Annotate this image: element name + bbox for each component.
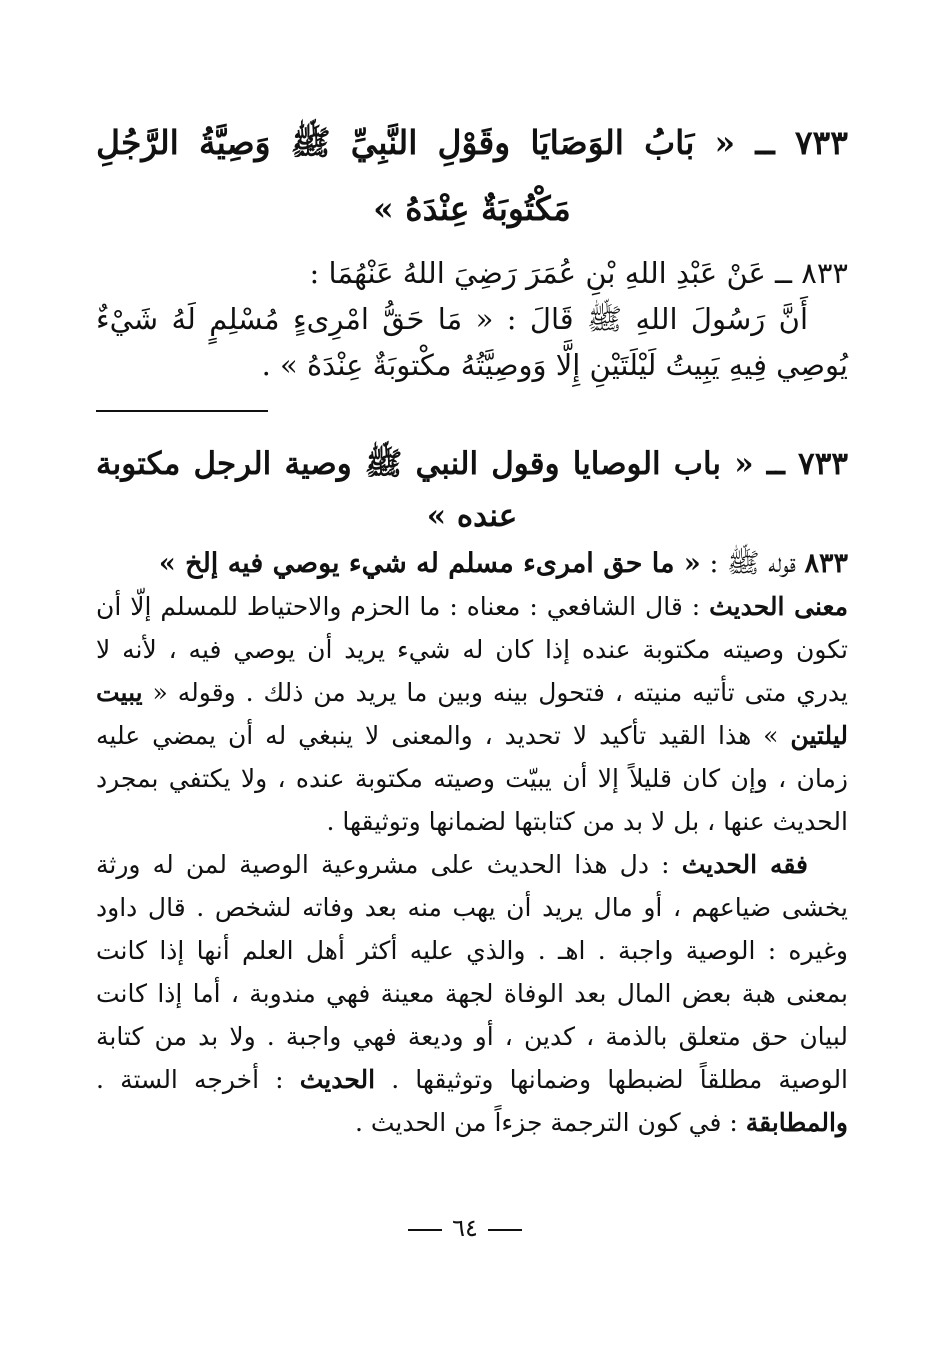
takhrij-text: : أخرجه الستة . — [96, 1065, 284, 1094]
commentary-lead-quote: « ما حق امرىء مسلم له شيء يوصي فيه إلخ » — [158, 548, 701, 579]
fiqh-paragraph — [96, 843, 848, 1144]
meaning-paragraph — [96, 585, 848, 843]
section-divider — [96, 410, 268, 412]
footer-dash-left — [408, 1229, 442, 1231]
chapter-title-vocalized: ٧٣٣ ــ « بَابُ الوَصَايَا وقَوْلِ النَّبِيِّ ﷺ وَصِيَّةُ الرَّجُلِ مَكْتُوبَةٌ عِنْدَهُ » — [96, 123, 848, 228]
page-number: ٦٤ — [452, 1214, 478, 1242]
hadith-block — [96, 250, 848, 388]
commentary-hadith-number: ٨٣٣ — [804, 548, 848, 579]
fiqh-label: فقه الحديث — [681, 850, 808, 879]
commentary-lead — [96, 542, 848, 585]
hadith-isnad: ٨٣٣ ــ عَنْ عَبْدِ اللهِ بْنِ عُمَرَ رَضِيَ اللهُ عَنْهُمَا : — [309, 256, 848, 290]
meaning-text-1: : قال الشافعي : معناه : ما الحزم والاحتياط للمسلم إلّا أن تكون وصيته مكتوبة عنده إذا كان له شيء يريد أن يوصي فيه ، لأنه لا يدري متى تأتيه منيته ، فتحول بينه وبين ما يريد من ذلك . وقوله « — [96, 592, 848, 707]
hadith-matn: أَنَّ رَسُولَ اللهِ ﷺ قَالَ : « مَا حَقُّ امْرِىءٍ مُسْلِمٍ لَهُ شَيْءٌ يُوصِي فِيهِ يَبِيتُ لَيْلَتَيْنِ إِلَّا وَوصِيَّتُهُ مكْتوبَةٌ عِنْدَهُ » . — [96, 302, 848, 382]
meaning-text-2: » هذا القيد تأكيد لا تحديد ، والمعنى لا ينبغي له أن يمضي عليه زمان ، وإن كان قليلاً إلا أن يبيّت وصيته مكتوبة عنده ، ولا يكتفي بمجرد الحديث عنها ، بل لا بد من كتابتها لضمانها وتوثيقها . — [96, 721, 848, 836]
chapter-title-plain: ٧٣٣ ــ « باب الوصايا وقول النبي ﷺ وصية الرجل مكتوبة عنده » — [96, 446, 848, 534]
takhrij-label: الحديث — [299, 1065, 376, 1094]
meaning-bold-phrase: يبيت ليلتين — [96, 678, 848, 750]
footer-dash-right — [488, 1229, 522, 1231]
commentary-lead-word: قوله ﷺ : — [709, 548, 796, 579]
meaning-label: معنى الحديث — [709, 592, 848, 621]
match-label: والمطابقة — [745, 1108, 848, 1137]
match-text: : في كون الترجمة جزءاً من الحديث . — [354, 1108, 738, 1137]
page-footer — [0, 1214, 930, 1242]
fiqh-text: : دل هذا الحديث على مشروعية الوصية لمن له ورثة يخشى ضياعهم ، أو مال يريد أن يهب منه بعد وفاته لشخص . قال داود وغيره : الوصية واجبة . اهـ . والذي عليه أكثر أهل العلم أنها إذا كانت بمعنى هبة بعض المال بعد الوفاة لجهة معينة فهي مندوبة ، أما إذا كانت لبيان حق متعلق بالذمة ، كدين ، أو وديعة فهي واجبة . ولا بد من كتابة الوصية مطلقاً لضبطها وضمانها وتوثيقها . — [96, 850, 849, 1094]
